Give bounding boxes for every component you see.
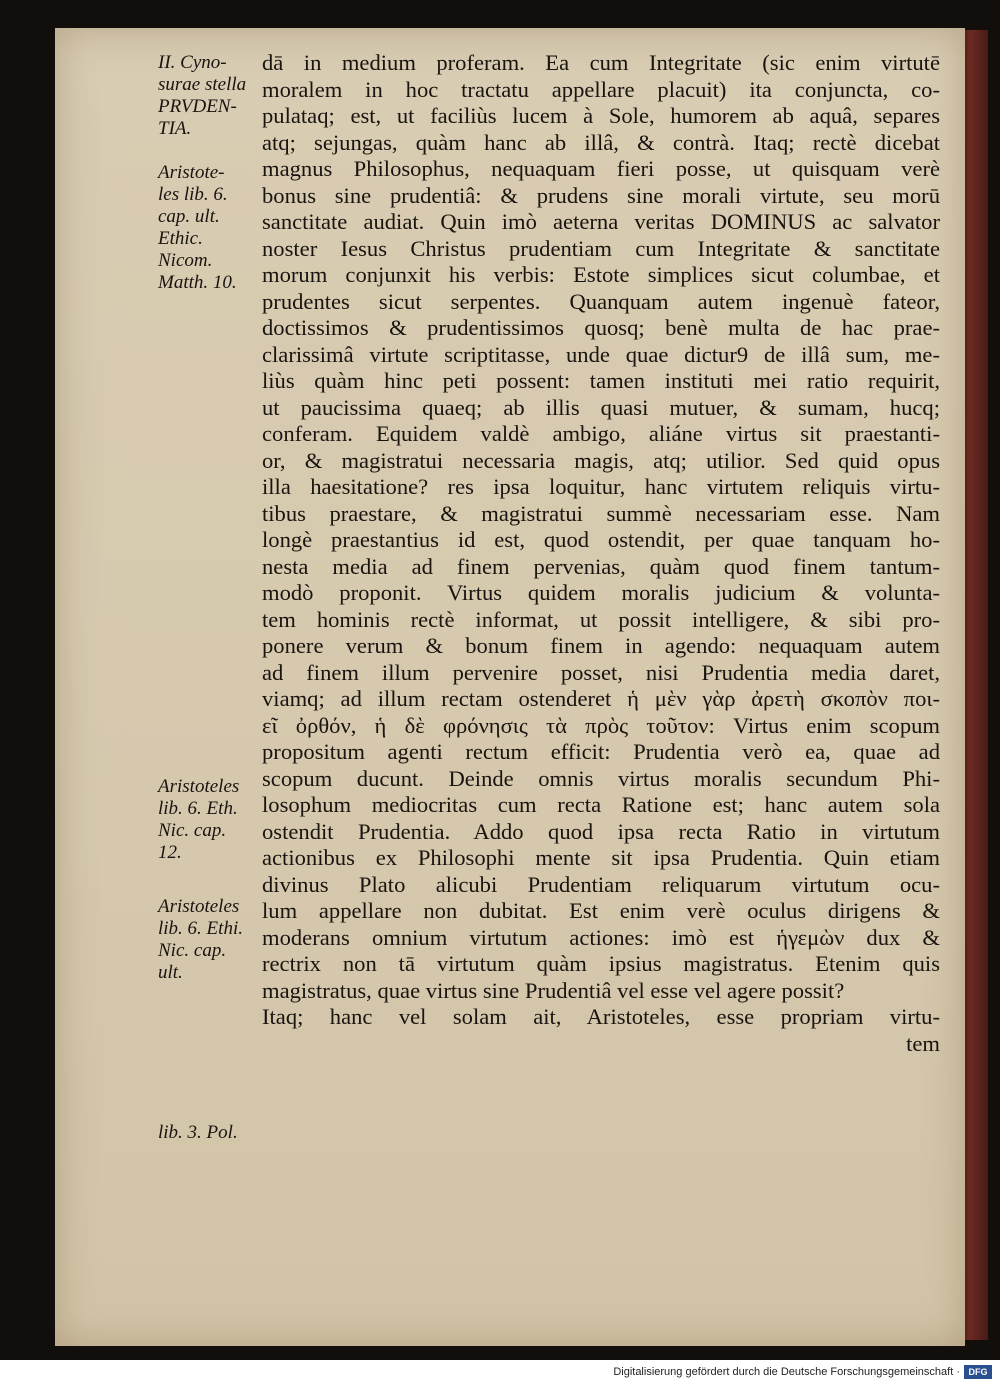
- body-line: losophum mediocritas cum recta Ratione est; hanc autem sola: [262, 792, 940, 817]
- body-line: tem hominis rectè informat, ut possit intelligere, & sibi pro-: [262, 606, 940, 632]
- margin-note-line: Nicom.: [158, 250, 213, 271]
- margin-note-line: lib. 6. Ethi.: [158, 918, 243, 939]
- body-line: rectrix non tā virtutum quàm ipsius magistratus. Etenim quis: [262, 951, 940, 976]
- body-line: Itaq; hanc vel solam ait, Aristoteles, esse propriam virtu-: [262, 1004, 940, 1029]
- body-line: bonus sine prudentiâ: & prudens sine morali virtute, seu morū: [262, 182, 940, 208]
- margin-note-line: surae stella: [158, 74, 247, 95]
- body-line: nesta media ad finem pervenias, quàm quod finem tantum-: [262, 553, 940, 579]
- body-line: or, & magistratui necessaria magis, atq; utilior. Sed quid opus: [262, 447, 940, 473]
- body-line: lum appellare non dubitat. Est enim verè oculus dirigens &: [262, 898, 940, 923]
- body-line: longè praestantius id est, quod ostendit, per quae tanquam ho-: [262, 527, 940, 552]
- body-line: viamq; ad illum rectam ostenderet ἡ μὲν γὰρ ἀρετὴ σκοπὸν ποι-: [262, 686, 940, 711]
- footer-bar: [0, 1360, 1000, 1385]
- margin-note-line: Nic. cap.: [158, 820, 227, 841]
- body-line: conferam. Equidem valdè ambigo, aliáne virtus sit praestanti-: [262, 421, 940, 446]
- body-line: moralem in hoc tractatu appellare placuit) ita conjuncta, co-: [262, 76, 940, 102]
- body-line: ut paucissima quaeq; ab illis quasi mutuer, & sumam, hucq;: [262, 394, 940, 420]
- margin-note-line: 12.: [158, 842, 182, 863]
- margin-note: [158, 1122, 262, 1144]
- margin-note-line: lib. 6. Eth.: [158, 798, 238, 819]
- body-line: prudentes sicut serpentes. Quanquam autem ingenuè fateor,: [262, 288, 940, 314]
- body-line: dā in medium proferam. Ea cum Integritate (sic enim virtutē: [262, 50, 940, 75]
- margin-note: [158, 162, 262, 294]
- body-line: actionibus ex Philosophi mente sit ipsa Prudentia. Quin etiam: [262, 845, 940, 870]
- body-line: sanctitate audiat. Quin imò aeterna veritas DOMINUS ac salvator: [262, 209, 940, 234]
- body-line: morum conjunxit his verbis: Estote simplices sicut columbae, et: [262, 262, 940, 287]
- margin-note: [158, 896, 262, 984]
- margin-note-line: Nic. cap.: [158, 940, 227, 961]
- margin-note: [158, 776, 262, 864]
- body-line: magnus Philosophus, nequaquam fieri posse, ut quisquam verè: [262, 156, 940, 181]
- margin-note-line: Aristoteles: [158, 776, 240, 797]
- body-line: propositum agenti rectum efficit: Prudentia verò ea, quae ad: [262, 739, 940, 764]
- margin-note-line: les lib. 6.: [158, 184, 228, 205]
- margin-note-line: Ethic.: [158, 228, 203, 249]
- body-line: pulataq; est, ut faciliùs lucem à Sole, humorem ab aquâ, separes: [262, 103, 940, 128]
- dfg-logo-icon: DFG: [964, 1365, 992, 1379]
- body-line: noster Iesus Christus prudentiam cum Integritate & sanctitate: [262, 235, 940, 261]
- body-text: [262, 50, 940, 1057]
- body-line: ostendit Prudentia. Addo quod ipsa recta Ratio in virtutum: [262, 818, 940, 844]
- body-line: doctissimos & prudentissimos quosq; benè multa de hac prae-: [262, 315, 940, 340]
- body-line: atq; sejungas, quàm hanc ab illâ, & contrà. Itaq; rectè dicebat: [262, 129, 940, 155]
- margin-note-line: cap. ult.: [158, 206, 220, 227]
- margin-note-line: II. Cyno-: [158, 52, 227, 73]
- margin-note-line: TIA.: [158, 118, 192, 139]
- body-line: illa haesitatione? res ipsa loquitur, hanc virtutem reliquis virtu-: [262, 474, 940, 499]
- body-line: tem: [906, 1030, 940, 1056]
- margin-note-line: Matth. 10.: [158, 272, 237, 293]
- body-line: modò proponit. Virtus quidem moralis judicium & volunta-: [262, 580, 940, 605]
- body-line: moderans omnium virtutum actiones: imò est ἡγεμὼν dux &: [262, 924, 940, 950]
- footer-credit: Digitalisierung gefördert durch die Deutsche Forschungsgemeinschaft ·: [613, 1366, 960, 1378]
- body-line: divinus Plato alicubi Prudentiam reliquarum virtutum ocu-: [262, 871, 940, 897]
- body-line: ponere verum & bonum finem in agendo: nequaquam autem: [262, 633, 940, 658]
- body-line: scopum ducunt. Deinde omnis virtus moralis secundum Phi-: [262, 765, 940, 791]
- margin-note-line: ult.: [158, 962, 183, 983]
- body-line: magistratus, quae virtus sine Prudentiâ vel esse vel agere possit?: [262, 977, 845, 1003]
- body-line: clarissimâ virtute scriptitasse, unde quae dictur9 de illâ sum, me-: [262, 341, 940, 367]
- margin-note: [158, 52, 262, 140]
- body-line: ad finem illum pervenire posset, nisi Prudentia media daret,: [262, 659, 940, 685]
- body-line: εῖ ὀρθόν, ἡ δὲ φρόνησις τὰ πρὸς τοῦτον: Virtus enim scopum: [262, 712, 940, 738]
- margin-note-line: PRVDEN-: [158, 96, 237, 117]
- body-line: tibus praestare, & magistratui summè necessariam esse. Nam: [262, 500, 940, 526]
- margin-note-line: Aristoteles: [158, 896, 240, 917]
- margin-note-line: Aristote-: [158, 162, 225, 183]
- margin-note-line: lib. 3. Pol.: [158, 1122, 238, 1143]
- body-line: liùs quàm hinc peti possent: tamen instituti mei ratio requirit,: [262, 368, 940, 393]
